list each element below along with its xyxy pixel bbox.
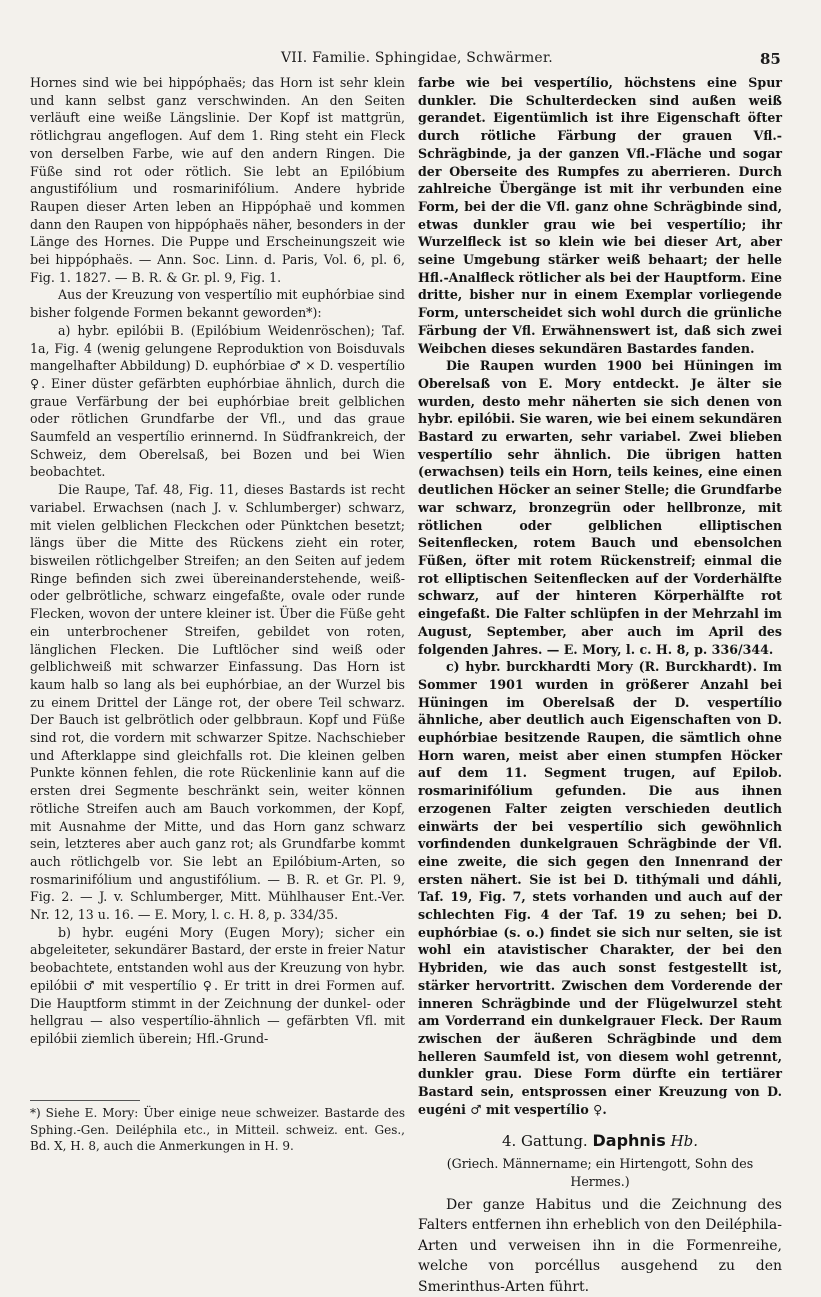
left-column <box>30 74 405 1048</box>
running-head <box>0 50 821 72</box>
genus-description: Der ganze Habitus und die Zeichnung des Falters entfernen ihn erheblich von den Deiléphila-Arten und verweisen ihn in die Formenreihe, welche von porcéllus ausgehend zu den Smerinthus-Arten führt. <box>418 1196 782 1295</box>
genus-etymology: (Griech. Männername; ein Hirtengott, Sohn des Hermes.) <box>446 1156 754 1189</box>
paragraph: Die Raupe, Taf. 48, Fig. 11, dieses Bastards ist recht variabel. Erwachsen (nach J. v. Schlumberger) schwarz, mit vielen gelblichen Fleckchen oder Pünktchen besetzt; längs über die Mitte des Rückens zieht ein roter, bisweilen rötlichgelber Streifen; an den Seiten auf jedem Ringe befinden sich zwei übereinanderstehende, weiß- oder gelbrötliche, schwarz eingefaßte, ovale oder runde Flecken, wovon der untere kleiner ist. Über die Füße geht ein unterbrochener Streifen, gebildet von roten, länglichen Flecken. Die Luftlöcher sind weiß oder gelblichweiß mit schwarzer Einfassung. Das Horn ist kaum halb so lang als bei euphórbiae, an der Wurzel bis zu einem Drittel der Länge rot, der obere Teil schwarz. Der Bauch ist gelbrötlich oder gelbbraun. Kopf und Füße sind rot, die vordern mit schwarzer Spitze. Nachschieber und Afterklappe sind gleichfalls rot. Die kleinen gelben Punkte können fehlen, die rote Rückenlinie kann auf die ersten drei Segmente beschränkt sein, weiter können rötliche Streifen auch am Bauch vorkommen, der Kopf, mit Ausnahme der Mitte, und das Horn ganz schwarz sein, letzteres aber auch ganz rot; als Grundfarbe kommt auch rötlichgelb vor. Sie lebt an Epilóbium-Arten, so rosmarinifólium und angustifólium. — B. R. et Gr. Pl. 9, Fig. 2. — J. v. Schlumberger, Mitt. Mühlhauser Ent.-Ver. Nr. 12, 13 u. 16. — E. Mory, l. c. H. 8, p. 334/35. <box>30 482 405 923</box>
genus-author: Hb. <box>670 1132 699 1151</box>
footnote: *) Siehe E. Mory: Über einige neue schweizer. Bastarde des Sphing.-Gen. Deiléphila etc., in Mitteil. schweiz. ent. Ges., Bd. X, H. 8, auch die Anmerkungen in H. 9. <box>30 1106 405 1153</box>
genus-heading <box>418 1132 782 1151</box>
footnote-rule <box>30 1100 140 1101</box>
right-column <box>418 74 782 1297</box>
genus-number: 4. Gattung. <box>501 1132 588 1151</box>
running-head-title: VII. Familie. Sphingidae, Schwärmer. <box>281 50 553 66</box>
paragraph: Hornes sind wie bei hippóphaës; das Horn ist sehr klein und kann selbst ganz verschwinden. An den Seiten verläuft eine weiße Längslinie. Der Kopf ist mattgrün, rötlichgrau angeflogen. Auf dem 1. Ring steht ein Fleck von derselben Farbe, wie auf den andern Ringen. Die Füße sind rot oder rötlich. Sie lebt an Epilóbium angustifólium und rosmarinifólium. Andere hybride Raupen dieser Arten leben an Hippóphaë und kommen dann den Raupen von hippóphaës näher, besonders in der Länge des Hornes. Die Puppe und Erscheinungszeit wie bei hippóphaës. — Ann. Soc. Linn. d. Paris, Vol. 6, pl. 6, Fig. 1. 1827. — B. R. & Gr. pl. 9, Fig. 1. <box>30 75 405 285</box>
paragraph: farbe wie bei vespertílio, höchstens eine Spur dunkler. Die Schulterdecken sind außen weiß gerandet. Eigentümlich ist ihre Eigenschaft öfter durch rötliche Färbung der grauen Vfl.-Schrägbinde, ja der ganzen Vfl.-Fläche und sogar der Oberseite des Rumpfes zu aberrieren. Durch zahlreiche Übergänge ist mit ihr verbunden eine Form, bei der die Vfl. ganz ohne Schrägbinde sind, etwas dunkler grau wie bei vespertílio; ihr Wurzelfleck ist so klein wie bei dieser Art, aber seine Umgebung stärker weiß behaart; der helle Hfl.-Analfleck rötlicher als bei der Hauptform. Eine dritte, bisher nur in einem Exemplar vorliegende Form, unterscheidet sich wohl durch die grünliche Färbung der Vfl. Erwähnenswert ist, daß sich zwei Weibchen dieses sekundären Bastardes fanden. <box>418 75 782 356</box>
paragraph: Die Raupen wurden 1900 bei Hüningen im Oberelsaß von E. Mory entdeckt. Je älter sie wurden, desto mehr näherten sie sich denen von hybr. epilóbii. Sie waren, wie bei einem sekundären Bastard zu erwarten, sehr variabel. Zwei blieben vespertílio sehr ähnlich. Die übrigen hatten (erwachsen) teils ein Horn, teils keines, eine einen deutlichen Höcker an seiner Stelle; die Grundfarbe war schwarz, bronzegrün oder hellbronze, mit rötlichen oder gelblichen elliptischen Seitenflecken, rotem Bauch und ebensolchen Füßen, öfter mit rotem Rückenstreif; einmal die rot elliptischen Seitenflecken auf der Vorderhälfte schwarz, auf der hinteren Körperhälfte rot eingefaßt. Die Falter schlüpfen in der Mehrzahl im August, September, aber auch im April des folgenden Jahres. — E. Mory, l. c. H. 8, p. 336/344. <box>418 358 782 657</box>
paragraph: Aus der Kreuzung von vespertílio mit euphórbiae sind bisher folgende Formen bekannt geworden*): <box>30 287 405 321</box>
genus-name: Daphnis <box>592 1131 666 1151</box>
paragraph: a) hybr. epilóbii B. (Epilóbium Weidenröschen); Taf. 1a, Fig. 4 (wenig gelungene Reproduktion von Boisduvals mangelhafter Abbildung) D. euphórbiae ♂ × D. vespertílio ♀. Einer düster gefärbten euphórbiae ähnlich, durch die graue Verfärbung der bei euphórbiae breit gelblichen oder rötlichen Grundfarbe der Vfl., und das graue Saumfeld an vespertílio erinnernd. In Südfrankreich, der Schweiz, dem Oberelsaß, bei Bozen und bei Wien beobachtet. <box>30 322 405 480</box>
paragraph: b) hybr. eugéni Mory (Eugen Mory); sicher ein abgeleiteter, sekundärer Bastard, der erste in freier Natur beobachtete, entstanden wohl aus der Kreuzung von hybr. epilóbii ♂ mit vespertílio ♀. Er tritt in drei Formen auf. Die Hauptform stimmt in der Zeichnung der dunkel- oder hellgrau — also vespertílio-ähnlich — gefärbten Vfl. mit epilóbii ziemlich überein; Hfl.-Grund- <box>30 924 405 1046</box>
page-number: 85 <box>760 50 781 68</box>
paragraph: c) hybr. burckhardti Mory (R. Burckhardt). Im Sommer 1901 wurden in größerer Anzahl bei Hüningen im Oberelsaß der D. vespertílio ähnliche, aber deutlich auch Eigenschaften von D. euphórbiae besitzende Raupen, die sämtlich ohne Horn waren, meist aber einen stumpfen Höcker auf dem 11. Segment trugen, auf Epilob. rosmarinifólium gefunden. Die aus ihnen erzogenen Falter zeigten verschieden deutlich einwärts der bei vespertílio sich gewöhnlich vorfindenden dunkelgrauen Schrägbinde der Vfl. eine zweite, die sich gegen den Innenrand der ersten nähert. Sie ist bei D. tithýmali und dáhli, Taf. 19, Fig. 7, stets vorhanden und auch auf der schlechten Fig. 4 der Taf. 19 zu sehen; bei D. euphórbiae (s. o.) findet sie sich nur selten, sie ist wohl ein atavistischer Charakter, der bei den Hybriden, wie das auch sonst festgestellt ist, stärker hervortritt. Zwischen dem Vorderende der inneren Schrägbinde und der Flügelwurzel steht am Vorderrand ein dunkelgrauer Fleck. Der Raum zwischen der äußeren Schrägbinde und dem helleren Saumfeld ist, von diesem wohl getrennt, dunkler grau. Diese Form dürfte ein tertiärer Bastard sein, entsprossen einer Kreuzung von D. eugéni ♂ mit vespertílio ♀. <box>418 659 782 1117</box>
